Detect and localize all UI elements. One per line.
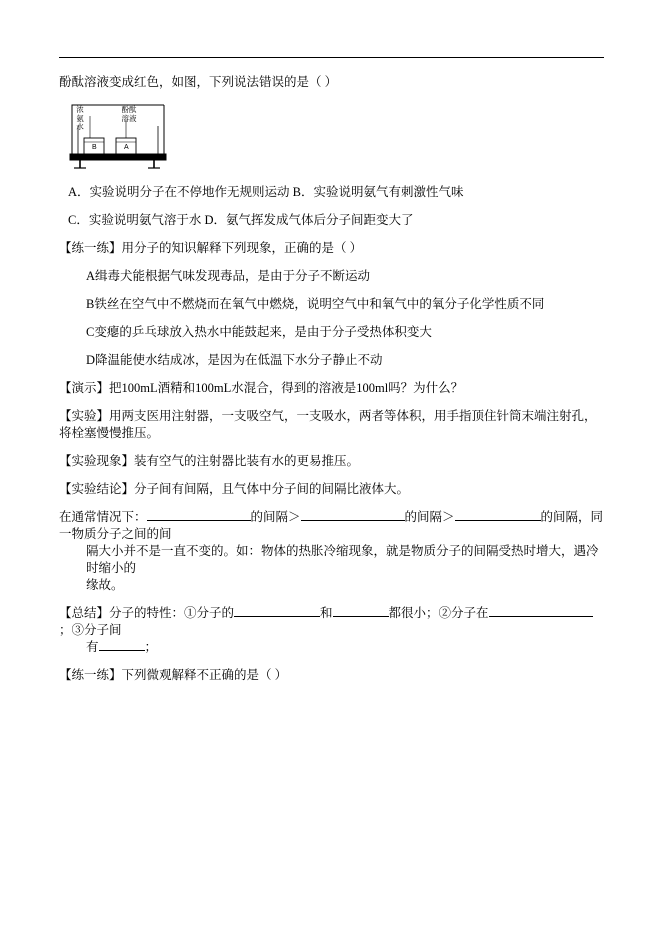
phenomenon-paragraph: 【实验现象】装有空气的注射器比装有水的更易推压。 <box>59 454 360 468</box>
summary-line2-lead: 有 <box>86 640 99 654</box>
question-stem: 酚酞溶液变成红色，如图，下列说法错误的是（ ） <box>59 75 338 89</box>
exercise-1-option-d: D降温能使水结成冰，是因为在低温下水分子静止不动 <box>86 353 383 367</box>
summary-paragraph <box>0 605 661 639</box>
summary-line2-end: ； <box>144 640 158 654</box>
summary-blank-1[interactable] <box>234 616 320 617</box>
option-row-ab: A．实验说明分子在不停地作无规则运动 B．实验说明氨气有刺激性气味 <box>68 185 464 199</box>
exercise-1-option-a: A缉毒犬能根据气味发现毒品，是由于分子不断运动 <box>86 269 371 283</box>
fill-lead: 在通常情况下： <box>59 510 147 524</box>
figure-label-ammonia: 浓氨水 <box>76 105 84 131</box>
fill-blank-3[interactable] <box>455 520 541 521</box>
summary-mid-2: 都很小；②分子在 <box>388 606 489 620</box>
summary-mid-3: ；③分子间 <box>59 623 122 637</box>
conclusion-paragraph: 【实验结论】分子间有间隔，且气体中分子间的间隔比液体大。 <box>59 482 410 496</box>
figure-label-phenolphthalein: 酚酞溶液 <box>121 105 137 123</box>
fill-seg-1: 的间隔＞ <box>250 510 301 524</box>
summary-mid-1: 和 <box>320 606 333 620</box>
fill-paragraph-line-3: 缘故。 <box>86 578 124 592</box>
ammonia-diffusion-figure <box>68 102 180 172</box>
summary-blank-3[interactable] <box>489 616 593 617</box>
summary-lead: 【总结】分子的特性：①分子的 <box>59 606 235 620</box>
fill-seg-3: 的间隔，同一物质分子之间的间 <box>59 510 604 541</box>
summary-blank-4[interactable] <box>99 650 145 651</box>
summary-blank-2[interactable] <box>333 616 389 617</box>
header-divider <box>59 57 604 58</box>
fill-blank-1[interactable] <box>147 520 251 521</box>
summary-line-2 <box>0 639 661 656</box>
option-row-cd: C．实验说明氨气溶于水 D．氨气挥发成气体后分子间距变大了 <box>68 213 414 227</box>
exercise-2-stem: 【练一练】下列微观解释不正确的是（ ） <box>59 668 288 682</box>
exercise-1-option-b: B铁丝在空气中不燃烧而在氧气中燃烧，说明空气中和氧气中的氧分子化学性质不同 <box>86 297 545 311</box>
fill-blank-2[interactable] <box>301 520 405 521</box>
figure-beaker-b-label: B <box>92 144 97 151</box>
demo-paragraph: 【演示】把100mL酒精和100mL水混合，得到的溶液是100ml吗？为什么？ <box>59 381 464 395</box>
fill-in-paragraph <box>0 509 661 543</box>
figure-beaker-a-label: A <box>124 144 129 151</box>
fill-seg-2: 的间隔＞ <box>404 510 455 524</box>
exercise-1-stem: 【练一练】用分子的知识解释下列现象，正确的是（ ） <box>59 241 363 255</box>
experiment-paragraph: 【实验】用两支医用注射器，一支吸空气，一支吸水，两者等体积，用手指顶住针筒末端注射孔，将栓塞慢慢推压。 <box>59 409 597 440</box>
fill-paragraph-line-2: 隔大小并不是一直不变的。如：物体的热胀冷缩现象，就是物质分子的间隔受热时增大，遇冷时缩小的 <box>86 544 599 575</box>
document-body <box>0 74 661 695</box>
exercise-1-option-c: C变瘪的乒乓球放入热水中能鼓起来，是由于分子受热体积变大 <box>86 325 432 339</box>
